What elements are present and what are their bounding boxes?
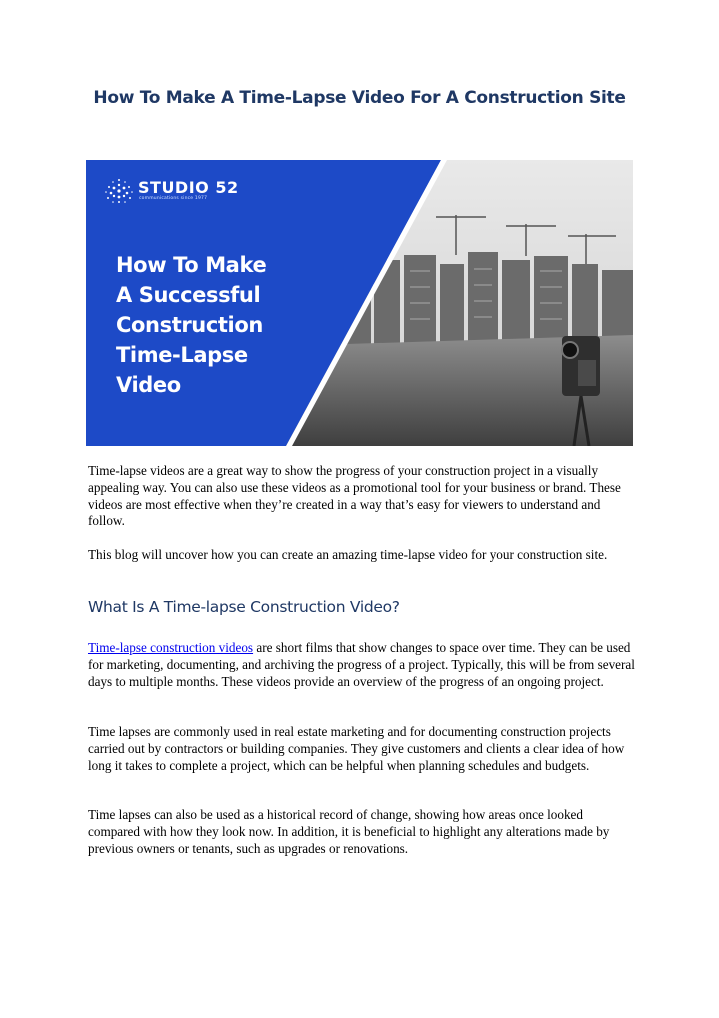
history-paragraph: Time lapses can also be used as a historical record of change, showing how areas once looked compared with how they look now. In addition, it is beneficial to highlight any alterations made by previous owners or tenants, such as upgrades or renovations.: [88, 807, 610, 856]
uses-paragraph: Time lapses are commonly used in real estate marketing and for documenting construction projects carried out by contractors or building companies. They give customers and clients a clear idea of how long it takes to complete a project, which can be helpful when planning schedules and budgets.: [88, 724, 625, 773]
page-title: How To Make A Time-Lapse Video For A Construction Site: [93, 88, 626, 108]
studio-logo-text: STUDIO 52: [138, 178, 239, 197]
intro-paragraph: Time-lapse videos are a great way to show the progress of your construction project in a visually appealing way. You can also use these videos as a promotional tool for your business or brand. These videos are most effective when they’re created in a way that’s easy for viewers to understand and follow.: [88, 463, 621, 529]
hero-image: [86, 160, 633, 446]
definition-text: are short films that show changes to space over time. They can be used for marketing, documenting, and archiving the progress of a project. Typically, this will be from several days to multiple months. These videos provide an overview of the progress of an ongoing project.: [88, 640, 635, 689]
uncover-paragraph: This blog will uncover how you can create an amazing time-lapse video for your construction site.: [88, 547, 608, 562]
timelapse-videos-link[interactable]: Time-lapse construction videos: [88, 640, 254, 655]
studio-tagline: communications since 1977: [139, 196, 208, 201]
hero-heading: How To Make A Successful Construction Time-Lapse Video: [116, 253, 267, 397]
definition-paragraph: [88, 640, 636, 690]
section-heading: What Is A Time-lapse Construction Video?: [88, 598, 400, 616]
